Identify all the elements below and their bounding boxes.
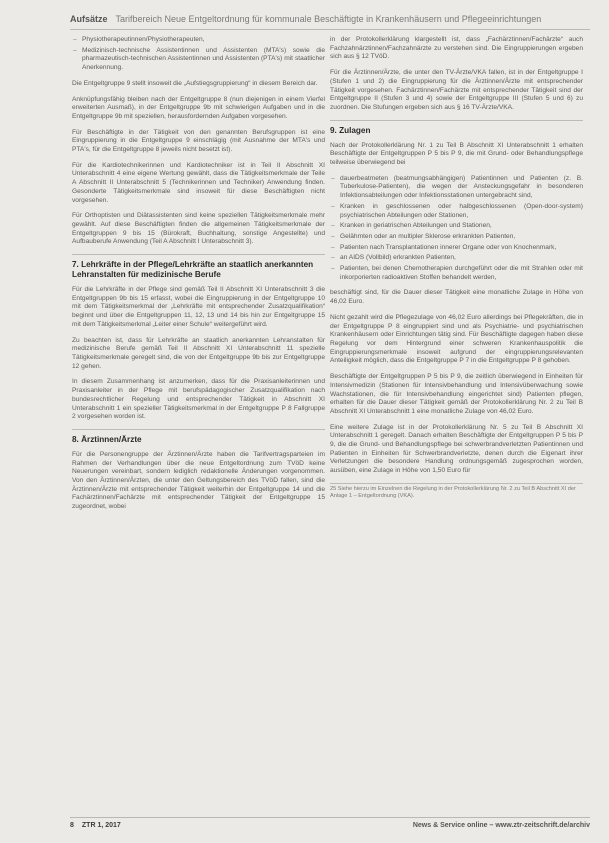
footer-website-link[interactable]: News & Service online – www.ztr-zeitschrift.de/archiv <box>412 821 590 829</box>
paragraph: Für Beschäftigte in der Tätigkeit von den genannten Berufsgruppen ist eine Eingruppierung in die Entgeltgruppe 9 einschlägig (mit Ausnahme der MTA's und PTA's, für die Entgeltgruppe 8 jeweils nicht besetzt ist). <box>72 128 325 154</box>
paragraph: beschäftigt sind, für die Dauer dieser Tätigkeit eine monatliche Zulage in Höhe von 46,02 Euro. <box>330 289 583 306</box>
patient-group-list <box>330 175 583 283</box>
section-heading-9: 9. Zulagen <box>330 120 583 136</box>
paragraph: Die Entgeltgruppe 9 stellt insoweit die „Aufstiegsgruppierung“ in diesem Bereich dar. <box>72 79 318 87</box>
paragraph: Nach der Protokollerklärung Nr. 1 zu Teil B Abschnitt XI Unterabschnitt 1 erhalten Beschäftigte der Entgeltgruppen P 5 bis P 9, die mit Grund- oder Behandlungspflege teilweise überwiegend bei <box>330 141 583 167</box>
running-header <box>70 9 590 30</box>
list-item: – an AIDS (Vollbild) erkrankten Patienten, <box>340 254 583 263</box>
paragraph: Für die Ärztinnen/Ärzte, die unter den TV-Ärzte/VKA fallen, ist in der Entgeltgruppe I (Stufen 1 und 2) die Eingruppierung für die Ärztinnen/Ärzte mit entsprechender Tätigkeit vorgesehen. Fachärztinnen/Fachärzte mit entsprechender Tätigkeit sind der Entgeltgruppe II (Stufen 3 und 4) sowie der Entgeltgruppe III (Stufen 5 und 6) zu zuordnen. Die Stufungen ergeben sich aus § 16 TV-Ärzte/VKA. <box>330 69 583 111</box>
right-column <box>330 36 583 500</box>
running-footer <box>70 817 590 832</box>
list-item: – Medizinisch-technische Assistentinnen und Assistenten (MTA's) sowie die pharmazeutisch-technischen Assistentinnen und Assistenten (PTA's) mit staatlicher Anerkennung. <box>82 47 325 73</box>
list-item: – Kranken in geschlossenen oder halbgeschlossenen (Open-door-system) psychiatrischen Abteilungen oder Stationen, <box>340 203 583 220</box>
paragraph: Nicht gezahlt wird die Pflegezulage von 46,02 Euro allerdings bei Pflegekräften, die in der Entgeltgruppe P 8 eingruppiert sind und als Psychiatrie- und psychiatrischen Krankenhäusern oder Einrichtungen tätig sind. Für Beschäftigte dagegen haben diese Regelung vor dem Hintergrund einer schweren Krankenhauspolitik die Eingruppierungsmerkmale insoweit aufgrund der eingruppierungsrelevanten Anteiligkeit möglich, dass die Entgeltgruppe P 7 in die Entgeltgruppe P 8 gehoben. <box>330 313 583 365</box>
profession-list <box>72 36 325 73</box>
paragraph: Zu beachten ist, dass für Lehrkräfte an staatlich anerkannten Lehranstalten für medizinische Berufe gemäß Teil II Abschnitt XI Unterabschnitt 11 spezielle Tätigkeitsmerkmale geregelt sind, die von der Entgeltgruppe 9b bis zur Entgeltgruppe 12 gehen. <box>72 336 325 370</box>
paragraph: In diesem Zusammenhang ist anzumerken, dass für die Praxisanleiterinnen und Praxisanleiter in der Pflege mit berufspädagogischer Zusatzqualifikation nach bundesrechtlicher Regelung und entsprechender Tätigkeit in Abschnitt XI Unterabschnitt 1 ein spezieller Tätigkeitsmerkmal in der Entgeltgruppe P 8 Fallgruppe 2 vorgesehen worden ist. <box>72 378 325 421</box>
list-item: – Patienten, bei denen Chemotherapien durchgeführt oder die mit Strahlen oder mit inkorporierten radioaktiven Stoffen behandelt werden, <box>340 265 583 282</box>
paragraph: Beschäftigte der Entgeltgruppen P 5 bis P 9, die zeitlich überwiegend in Einheiten für Intensivmedizin (Stationen für Intensivbehandlung und Intensivüberwachung sowie Wachstationen, die für Intensivbehandlung eingerichtet sind) Patienten pflegen, erhalten für die Dauer dieser Tätigkeit gemäß der Protokollerklärung Nr. 2 zu Teil B Abschnitt XI Unterabschnitt 1 eine monatliche Zulage von 46,02 Euro. <box>330 373 583 415</box>
paragraph: in der Protokollerklärung klargestellt ist, dass „Fachärztinnen/Fachärzte“ auch Fachzahnärztinnen/Fachzahnärzte zu verstehen sind. Die Eingruppierungen ergeben sich aus § 12 TVöD. <box>330 36 583 61</box>
paragraph: Für die Lehrkräfte in der Pflege sind gemäß Teil II Abschnitt XI Unterabschnitt 3 die Entgeltgruppen 9b bis 15 erfasst, wobei die Eingruppierung in der Entgeltgruppe 10 mit dem Tätigkeitsmerkmal der „Lehrkräfte mit entsprechender Zusatzqualifikation“ beginnt und über die Entgeltgruppen 11, 12, 13 und 14 bis hin zur Entgeltgruppe 15 mit dem Tätigkeitsmerkmal „Leiter einer Schule“ weitergeführt wird. <box>72 286 325 328</box>
paragraph: Für Orthoptisten und Diätassistenten sind keine speziellen Tätigkeitsmerkmale mehr gewählt. Auf diese Beschäftigten finden die allgemeinen Tätigkeitsmerkmale der Entgeltgruppen 9 bis 15 (Bürokraft, Buchhaltung, sonstige Angestellte) und Aufbauberufe Anwendung (Teil A Abschnitt I Unterabschnitt 3). <box>72 212 325 246</box>
footnote: 25 Siehe hierzu im Einzelnen die Regelung in der Protokollerklärung Nr. 2 zu Teil B Abschnitt XI der Anlage 1 – Entgeltordnung (VKA). <box>330 483 583 500</box>
list-item: – Kranken in geriatrischen Abteilungen und Stationen, <box>340 222 583 231</box>
journal-issue: ZTR 1, 2017 <box>81 821 121 829</box>
section-heading-8: 8. Ärztinnen/Ärzte <box>72 429 325 445</box>
header-section-label: Aufsätze <box>70 14 108 24</box>
list-item: – Patienten nach Transplantationen innerer Organe oder von Knochenmark, <box>340 244 583 253</box>
paragraph: Für die Kardiotechnikerinnen und Kardiotechniker ist in Teil II Abschnitt XI Unterabschnitt 4 eine eigene Wertung gewählt, dass die Tätigkeitsmerkmale der Teile A Abschnitt II Unterabschnitt 5 (Technikerinnen und Techniker) Anwendung finden. Gesonderte Tätigkeitsmerkmale sind insoweit für diese Beschäftigten nicht vorgesehen. <box>72 161 325 204</box>
list-item: – Gelähmten oder an multipler Sklerose erkrankten Patienten, <box>340 233 583 242</box>
paragraph: Für die Personengruppe der Ärztinnen/Ärzte haben die Tarifvertragsparteien im Rahmen der Verhandlungen über die neue Entgeltordnung zum TVöD keine Neuerungen vereinbart, sondern lediglich redaktionelle Änderungen vorgenommen. Von den Ärztinnen/Ärzten, die unter den Geltungsbereich des TVöD fallen, sind die Ärztinnen/Ärzte mit entsprechender Tätigkeit weiterhin der Entgeltgruppe 14 und die Fachärztinnen/Fachärzte mit entsprechender Tätigkeit der Entgeltgruppe 15 zugeordnet, wobei <box>72 450 325 511</box>
list-item: – Physiotherapeutinnen/Physiotherapeuten, <box>82 36 325 45</box>
left-column <box>72 36 325 519</box>
section-heading-7: 7. Lehrkräfte in der Pflege/Lehrkräfte an staatlich anerkannten Lehranstalten für medizinische Berufe <box>72 254 325 280</box>
paragraph: Anknüpfungsfähig bleiben nach der Entgeltgruppe 8 (nun diejenigen in einem Vierfel erweiterten Ausmaß), in der Entgeltgruppe 9b mit schwierigen Aufgaben und in die Entgeltgruppe 9b mit speziellen, herausfordernden Aufgaben vorgesehen. <box>72 95 325 120</box>
header-title: Tarifbereich Neue Entgeltordnung für kommunale Beschäftigte in Krankenhäusern und Pflegeeinrichtungen <box>115 14 542 24</box>
list-item: – dauerbeatmeten (beatmungsabhängigen) Patientinnen und Patienten (z. B. Tuberkulose-Patienten), die wegen der Ansteckungsgefahr in besonderen Infektionsabteilungen oder Infektionsstationen untergebracht sind, <box>340 175 583 201</box>
page-number: 8 <box>70 821 74 829</box>
paragraph: Eine weitere Zulage ist in der Protokollerklärung Nr. 5 zu Teil B Abschnitt XI Unterabschnitt 1 geregelt. Danach erhalten Beschäftigte der Entgeltgruppen P 5 bis P 9, die die Grund- und Behandlungspflege bei schwerbrandverletzten Patientinnen und Patienten in Einheiten für Schwerbrandverletzte, denen durch die Eigenart ihrer Verletzungen die besondere Handlung ordnungsgemäß zugesprochen worden, ausüben, eine Zulage in Höhe von 1,50 Euro für <box>330 423 583 475</box>
